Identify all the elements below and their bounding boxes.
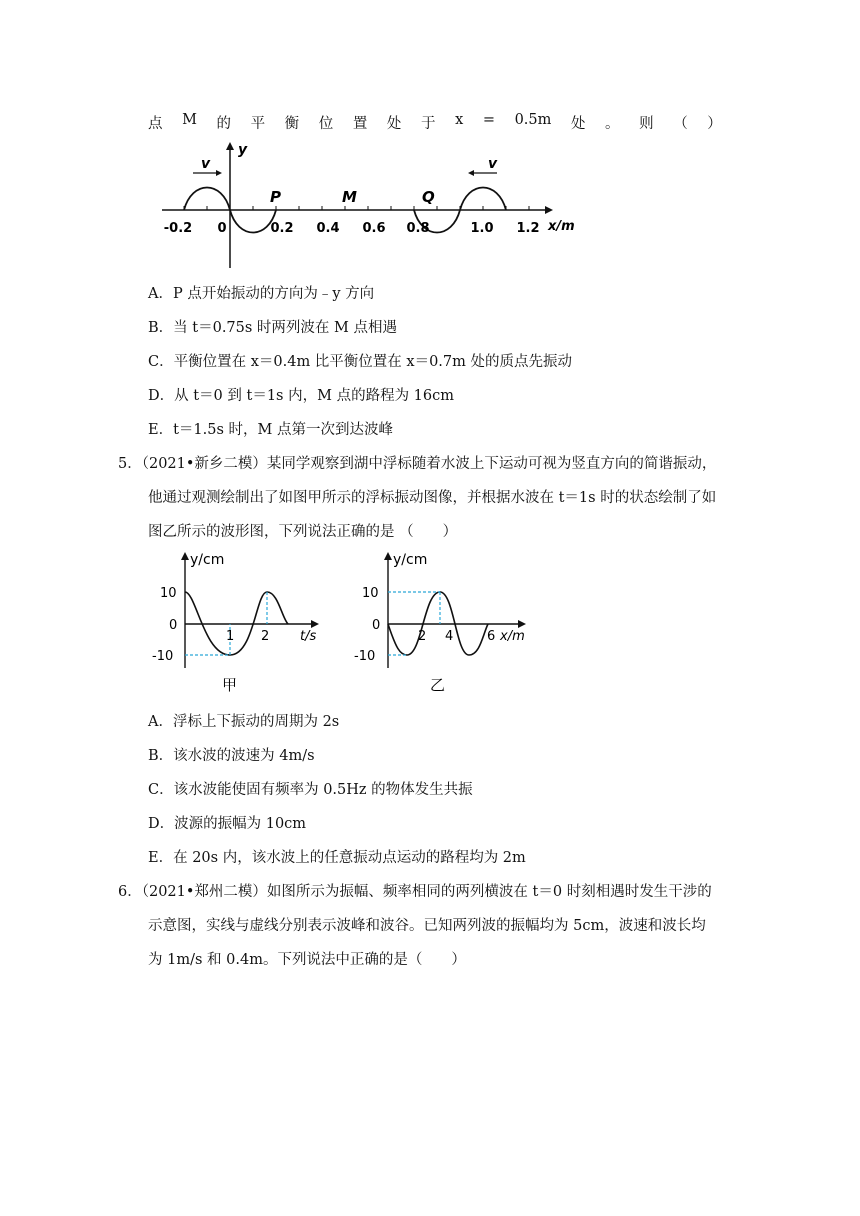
right-velocity-label: v (488, 156, 498, 172)
q4-intro-word: 于 (420, 116, 436, 132)
x-tick-label: 6 (487, 629, 496, 644)
y-tick-label: -10 (354, 649, 376, 664)
q4-intro-line (148, 112, 722, 133)
point-P-label: P (270, 188, 281, 206)
q6-stem-line1: 6．（2021•郑州二模）如图所示为振幅、频率相同的两列横波在 t＝0 时刻相遇时发生干涉的 (118, 884, 712, 900)
q4-intro-word: （ (673, 116, 688, 132)
y-axis-arrow (226, 142, 234, 150)
q5-figure-jia (150, 548, 330, 698)
q6-stem-line3: 为 1m/s 和 0.4m。下列说法中正确的是（ ） (148, 952, 466, 968)
x-tick-label: 2 (418, 629, 427, 644)
q5-figure-yi (350, 548, 550, 698)
q4-option-e: E．t＝1.5s 时，M 点第一次到达波峰 (148, 422, 393, 438)
tick-label: 0.8 (406, 221, 430, 236)
q5-option-b: B．该水波的波速为 4m/s (148, 748, 315, 764)
point-Q-label: Q (422, 188, 435, 206)
q5-option-c: C．该水波能使固有频率为 0.5Hz 的物体发生共振 (148, 782, 473, 798)
q4-intro-word: 平 (250, 116, 266, 132)
tick-label: -0.2 (163, 221, 193, 236)
y-tick-label: -10 (152, 649, 174, 664)
q4-intro-word: 则 (639, 116, 654, 132)
x-tick-label: 4 (445, 629, 454, 644)
y-axis-label: y (238, 142, 248, 158)
left-velocity-label: v (201, 156, 211, 172)
q4-intro-word: 位 (318, 116, 334, 132)
q4-intro-word: 置 (352, 116, 368, 132)
q4-intro-word: 。 (605, 116, 620, 132)
q4-intro-word: M (182, 112, 197, 128)
q4-intro-word: ） (707, 116, 722, 132)
figure-caption: 甲 (222, 676, 238, 694)
x-axis-label: x/m (500, 629, 525, 644)
y-tick-label: 0 (372, 618, 381, 633)
q4-option-d: D．从 t＝0 到 t＝1s 内，M 点的路程为 16cm (148, 388, 454, 404)
q4-intro-word: 处 (570, 116, 586, 132)
q4-wave-figure (160, 140, 575, 272)
x-axis-label: x/m (548, 219, 575, 234)
y-axis-label: y/cm (393, 552, 428, 568)
x-axis-label: t/s (300, 629, 317, 644)
tick-label: 0.2 (270, 221, 294, 236)
q5-option-e: E．在 20s 内，该水波上的任意振动点运动的路程均为 2m (148, 850, 526, 866)
q4-option-b: B．当 t＝0.75s 时两列波在 M 点相遇 (148, 320, 397, 336)
tick-label: 1.2 (516, 221, 540, 236)
q4-intro-word: x (455, 112, 464, 128)
q4-intro-word: 点 (148, 116, 163, 132)
q4-intro-word: 处 (386, 116, 402, 132)
q4-option-a: A．P 点开始振动的方向为﹣y 方向 (148, 286, 375, 302)
q5-stem-line2: 他通过观测绘制出了如图甲所示的浮标振动图像，并根据水波在 t＝1s 时的状态绘制了如 (148, 490, 717, 506)
q4-intro-word: 的 (216, 116, 232, 132)
tick-label: 1.0 (470, 221, 494, 236)
y-axis-label: y/cm (190, 552, 225, 568)
tick-label: 0 (217, 221, 227, 236)
x-tick-label: 2 (261, 629, 270, 644)
point-M-label: M (342, 188, 357, 206)
q4-option-c: C．平衡位置在 x＝0.4m 比平衡位置在 x＝0.7m 处的质点先振动 (148, 354, 573, 370)
y-tick-label: 10 (160, 586, 177, 601)
y-tick-label: 0 (169, 618, 178, 633)
q4-intro-word: 0.5m (514, 112, 552, 128)
figure-caption: 乙 (430, 676, 446, 694)
tick-label: 0.6 (362, 221, 386, 236)
tick-label: 0.4 (316, 221, 340, 236)
q5-stem-line1: 5．（2021•新乡二模）某同学观察到湖中浮标随着水波上下运动可视为竖直方向的简谐振动， (118, 456, 717, 472)
q4-intro-word: 衡 (284, 116, 300, 132)
q6-stem-line2: 示意图，实线与虚线分别表示波峰和波谷。已知两列波的振幅均为 5cm，波速和波长均 (148, 918, 706, 934)
q5-stem-line3: 图乙所示的波形图，下列说法正确的是 （ ） (148, 524, 458, 540)
q4-intro-word: = (482, 112, 495, 128)
q5-option-a: A．浮标上下振动的周期为 2s (148, 714, 340, 730)
x-axis-arrow (545, 206, 553, 214)
q5-option-d: D．波源的振幅为 10cm (148, 816, 307, 832)
x-tick-label: 1 (226, 629, 235, 644)
y-tick-label: 10 (362, 586, 379, 601)
